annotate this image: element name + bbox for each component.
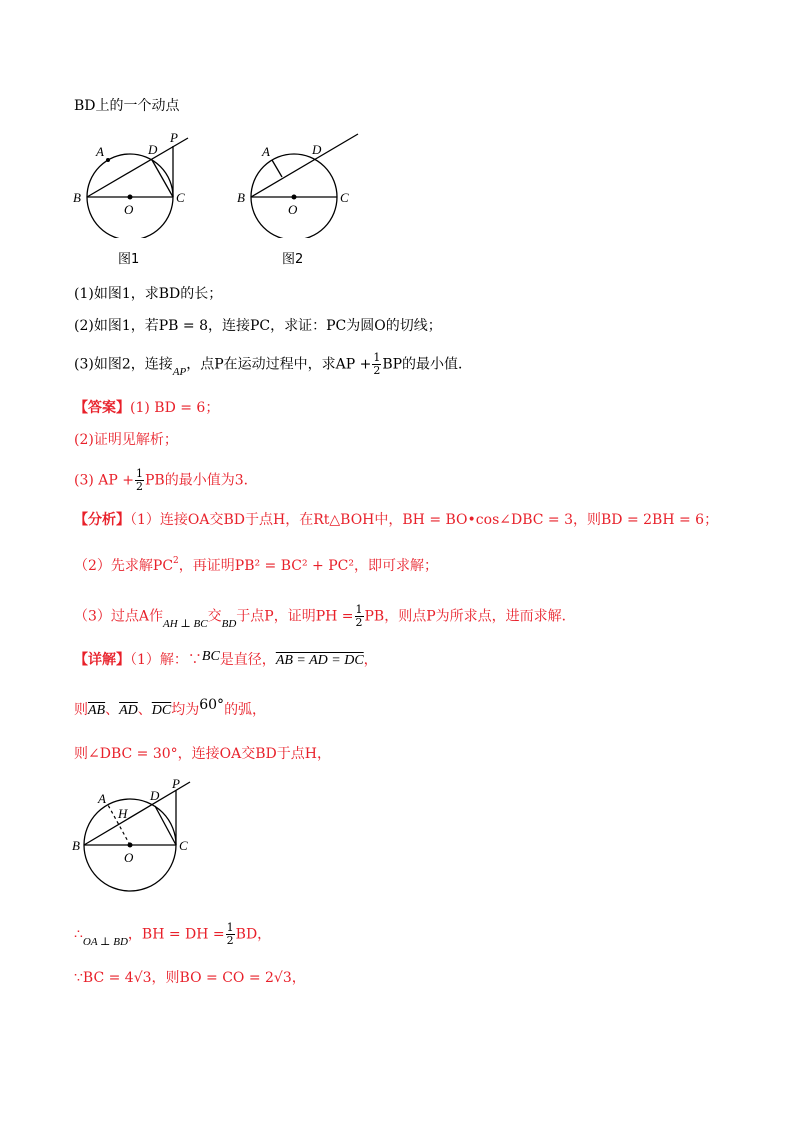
figure-1 bbox=[70, 128, 200, 238]
fig3-label-b: B bbox=[72, 838, 80, 853]
answer-1: 【答案】(1) BD = 6； bbox=[74, 400, 220, 416]
analysis-2: （2）先求解$PC^2$，再证明PB² = BC² + PC²，即可求解； bbox=[74, 556, 438, 574]
answer-label: 【答案】 bbox=[74, 400, 130, 416]
answer-3: (3) AP + $\frac{1}{2}$ PB的最小值为3． bbox=[74, 467, 258, 493]
fig3-line-dc bbox=[155, 806, 176, 845]
detail-2: 则$\overline{AB}$、$\overline{AD}$、$\overline{DC}$均为60°的弧， bbox=[74, 697, 267, 718]
figure-3 bbox=[70, 776, 200, 896]
fig3-label-p: P bbox=[172, 776, 180, 791]
detail-4: $\therefore_{OA \perp BD}$，BH = DH = $\frac{1}{2}$ BD， bbox=[74, 921, 272, 948]
fig1-line-dc bbox=[152, 160, 173, 197]
intro-text: BD上的一个动点 bbox=[74, 98, 180, 114]
fig1-label-p: P bbox=[170, 130, 178, 145]
fig1-label-b: B bbox=[73, 190, 81, 205]
fig2-label-d: D bbox=[312, 142, 322, 157]
fig2-label-c: C bbox=[340, 190, 349, 205]
fig3-label-c: C bbox=[179, 838, 188, 853]
detail-1: 【详解】（1）解：∵BC是直径，AB = AD = DC， bbox=[74, 649, 378, 668]
fig1-caption: 图1 bbox=[118, 252, 140, 267]
analysis-1: 【分析】（1）连接OA交BD于点H，在Rt△BOH中，BH = BO•cos∠DBC = 3，则BD = 2BH = 6； bbox=[74, 512, 719, 528]
question-2: (2)如图1，若PB = 8，连接PC，求证：PC为圆O的切线； bbox=[74, 318, 442, 334]
detail-5: ∵BC = 4√3，则BO = CO = 2√3， bbox=[74, 970, 306, 986]
answer-2: (2)证明见解析； bbox=[74, 432, 178, 448]
fig2-label-a: A bbox=[262, 144, 270, 159]
question-3: (3)如图2，连接$_{AP}$，点P在运动过程中，求AP + $\frac{1}{2}$ BP的最小值． bbox=[74, 351, 473, 378]
fig1-label-a: A bbox=[96, 144, 104, 159]
analysis-label: 【分析】 bbox=[74, 512, 130, 528]
fig2-caption: 图2 bbox=[282, 252, 304, 267]
fig2-label-o: O bbox=[288, 202, 298, 217]
fig2-line-ap bbox=[272, 160, 282, 177]
fig3-label-a: A bbox=[98, 791, 106, 806]
fig2-label-b: B bbox=[237, 190, 245, 205]
fig1-label-o: O bbox=[124, 202, 134, 217]
detail-label: 【详解】 bbox=[74, 652, 130, 668]
analysis-3: （3）过点A作$_{AH \perp BC}$交$_{BD}$于点P，证明PH = $\frac{1}{2}$ PB，则点P为所求点，进而求解． bbox=[74, 603, 576, 630]
fig1-label-c: C bbox=[176, 190, 185, 205]
question-1: (1)如图1，求BD的长； bbox=[74, 286, 223, 302]
detail-3: 则∠DBC = 30°，连接OA交BD于点H， bbox=[74, 746, 331, 762]
fig3-label-h: H bbox=[118, 806, 128, 821]
fig3-label-o: O bbox=[124, 850, 134, 865]
figure-2 bbox=[234, 128, 364, 238]
fig1-label-d: D bbox=[148, 142, 158, 157]
fig3-label-d: D bbox=[150, 788, 160, 803]
